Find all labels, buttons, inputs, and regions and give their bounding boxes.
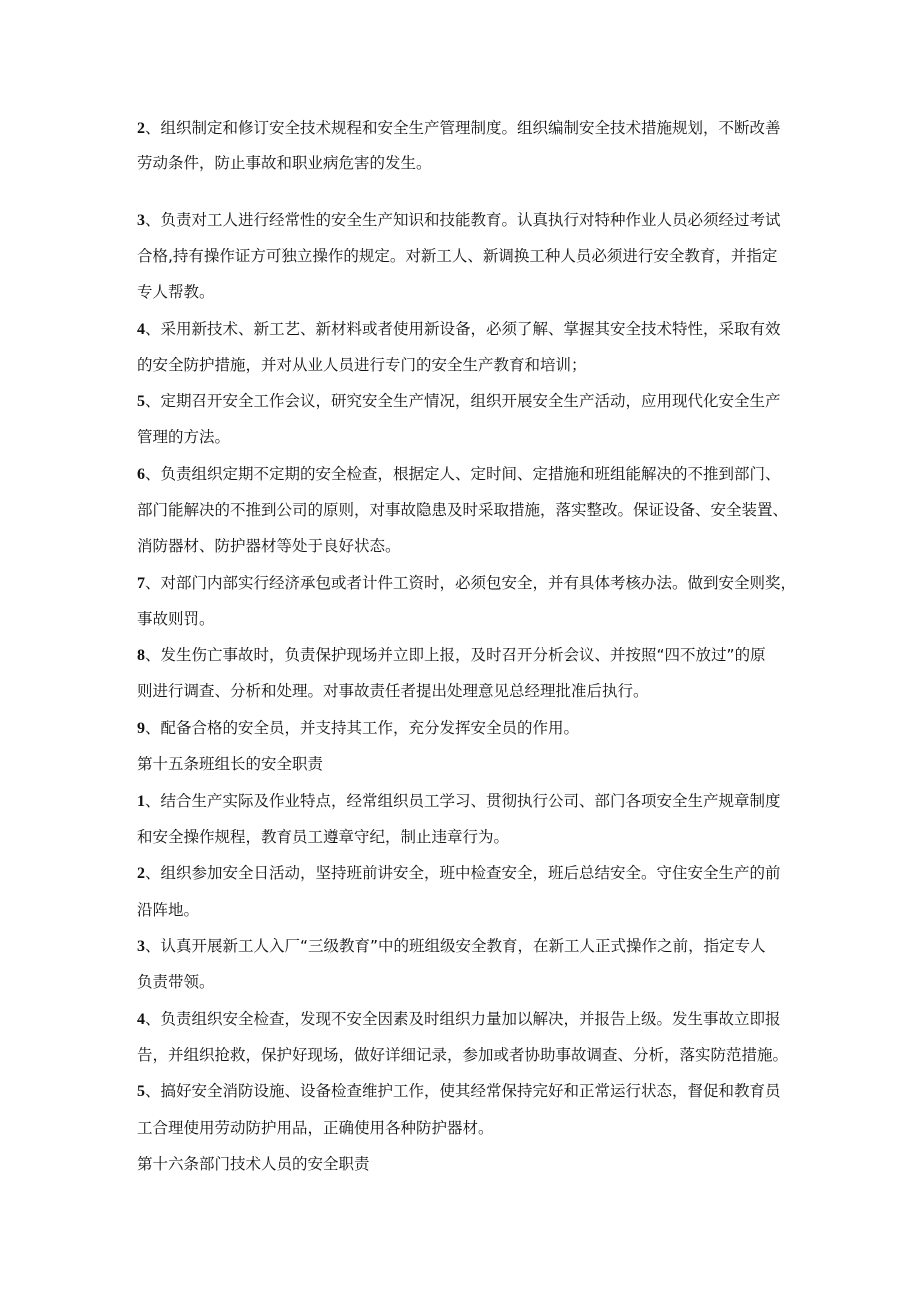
line-text: 、认真开展新工人入厂“三级教育”中的班组级安全教育，在新工人正式操作之前，指定专人 xyxy=(145,937,766,955)
paragraph-line xyxy=(137,1009,797,1030)
line-text: 、负责组织安全检查，发现不安全因素及时组织力量加以解决，并报告上级。发生事故立即报 xyxy=(145,1010,781,1028)
item-number: 2 xyxy=(137,120,145,137)
paragraph-line xyxy=(137,210,797,231)
line-text: 和安全操作规程，教育员工遵章守纪，制止违章行为。 xyxy=(137,828,510,846)
line-text: 消防器材、防护器材等处于良好状态。 xyxy=(137,537,401,555)
paragraph-line xyxy=(137,246,797,266)
line-text: 劳动条件，防止事故和职业病危害的发生。 xyxy=(137,154,432,172)
line-text: 、定期召开安全工作会议，研究安全生产情况，组织开展安全生产活动，应用现代化安全生产 xyxy=(145,392,781,410)
heading-text: 第十六条部门技术人员的安全职责 xyxy=(137,1155,370,1173)
line-text: 、配备合格的安全员，并支持其工作，充分发挥安全员的作用。 xyxy=(145,719,580,737)
line-text: 管理的方法。 xyxy=(137,428,231,446)
paragraph-line xyxy=(137,118,797,139)
item-number: 4 xyxy=(137,1011,145,1028)
line-text: 则进行调查、分析和处理。对事故责任者提出处理意见总经理批准后执行。 xyxy=(137,682,649,700)
line-text: 、搞好安全消防设施、设备检查维护工作，使其经常保持完好和正常运行状态，督促和教育员 xyxy=(145,1082,781,1100)
paragraph-line xyxy=(137,863,797,884)
line-text: 工合理使用劳动防护用品，正确使用各种防护器材。 xyxy=(137,1119,494,1137)
item-number: 2 xyxy=(137,865,145,882)
heading-text: 第十五条班组长的安全职责 xyxy=(137,755,324,773)
item-number: 4 xyxy=(137,321,145,338)
paragraph-line xyxy=(137,681,797,701)
paragraph-line xyxy=(137,972,797,992)
paragraph-line xyxy=(137,464,797,485)
line-text: 告，并组织抢救，保护好现场，做好详细记录，参加或者协助事故调查、分析，落实防范措施。 xyxy=(137,1046,789,1064)
paragraph-line xyxy=(137,391,797,412)
paragraph-line xyxy=(137,153,797,173)
paragraph-line xyxy=(137,609,797,629)
line-text: 、组织制定和修订安全技术规程和安全生产管理制度。组织编制安全技术措施规划，不断改善 xyxy=(145,119,781,137)
paragraph-line xyxy=(137,500,797,520)
line-text: 的安全防护措施，并对从业人员进行专门的安全生产教育和培训； xyxy=(137,356,587,374)
line-text: 事故则罚。 xyxy=(137,610,215,628)
paragraph-line xyxy=(137,936,797,957)
line-text: 、发生伤亡事故时，负责保护现场并立即上报，及时召开分析会议、并按照“四不放过”的原 xyxy=(145,646,766,664)
line-text: 、采用新技术、新工艺、新材料或者使用新设备，必须了解、掌握其安全技术特性，采取有效 xyxy=(145,320,781,338)
paragraph-line xyxy=(137,282,797,302)
paragraph-line xyxy=(137,1118,797,1138)
item-number: 3 xyxy=(137,212,145,229)
paragraph-line xyxy=(137,645,797,666)
paragraph-line xyxy=(137,900,797,920)
line-text: 合格,持有操作证方可独立操作的规定。对新工人、新调换工种人员必须进行安全教育，并指定 xyxy=(137,247,778,265)
section-heading xyxy=(137,754,797,774)
item-number: 6 xyxy=(137,466,145,483)
item-number: 1 xyxy=(137,793,145,810)
paragraph-line xyxy=(137,427,797,447)
line-text: 部门能解决的不推到公司的原则，对事故隐患及时采取措施，落实整改。保证设备、安全装置、 xyxy=(137,501,789,519)
line-text: 、负责对工人进行经常性的安全生产知识和技能教育。认真执行对特种作业人员必须经过考试 xyxy=(145,211,781,229)
paragraph-line xyxy=(137,573,797,594)
item-number: 5 xyxy=(137,1083,145,1100)
item-number: 9 xyxy=(137,720,145,737)
paragraph-line xyxy=(137,319,797,340)
item-number: 5 xyxy=(137,393,145,410)
paragraph-line xyxy=(137,536,797,556)
paragraph-line xyxy=(137,718,797,739)
paragraph-line xyxy=(137,1081,797,1102)
line-text: 沿阵地。 xyxy=(137,901,200,919)
paragraph-line xyxy=(137,1045,797,1065)
item-number: 3 xyxy=(137,938,145,955)
item-number: 8 xyxy=(137,647,145,664)
paragraph-line xyxy=(137,827,797,847)
paragraph-line xyxy=(137,355,797,375)
line-text: 专人帮教。 xyxy=(137,283,215,301)
line-text: 、负责组织定期不定期的安全检查，根据定人、定时间、定措施和班组能解决的不推到部门、 xyxy=(145,465,781,483)
line-text: 、结合生产实际及作业特点，经常组织员工学习、贯彻执行公司、部门各项安全生产规章制度 xyxy=(145,792,781,810)
line-text: 负责带领。 xyxy=(137,973,215,991)
section-heading xyxy=(137,1154,797,1174)
line-text: 、对部门内部实行经济承包或者计件工资时，必须包安全，并有具体考核办法。做到安全则奖， xyxy=(145,574,797,592)
line-text: 、组织参加安全日活动，坚持班前讲安全，班中检查安全，班后总结安全。守住安全生产的前 xyxy=(145,864,781,882)
paragraph-line xyxy=(137,791,797,812)
item-number: 7 xyxy=(137,575,145,592)
